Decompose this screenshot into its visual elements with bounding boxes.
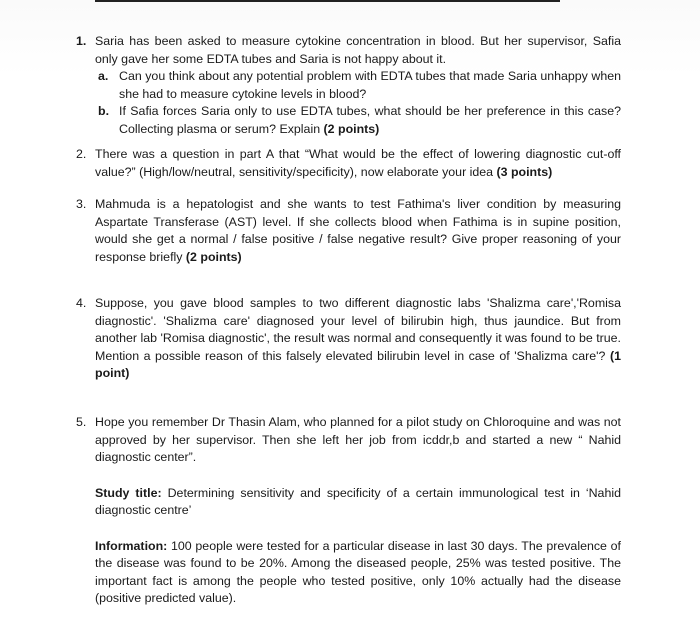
question-text: Hope you remember Dr Thasin Alam, who planned for a pilot study on Chloroquine and was not approved by her supervisor. Then she left her job from icddr,b and started a new “ Nahid diagnostic center”. (95, 415, 621, 464)
part-text: Can you think about any potential problem with EDTA tubes that made Saria unhappy when she had to measure cytokine levels in blood? (119, 69, 621, 101)
question-3 (76, 196, 621, 266)
top-rule (95, 0, 560, 2)
points-label: (3 points) (496, 164, 553, 179)
part-letter: a. (98, 69, 109, 83)
question-text (95, 196, 621, 266)
points-label: (2 points) (185, 249, 242, 264)
question-4 (76, 295, 621, 383)
question-body: There was a question in part A that “What would be the effect of lowering diagnostic cut-off value?” (High/low/neutral, sensitivity/specificity), now elaborate your idea (95, 147, 621, 179)
question-5 (76, 414, 621, 608)
information (95, 538, 621, 608)
question-text (95, 146, 621, 181)
question-number: 1. (76, 34, 87, 48)
question-body: Suppose, you gave blood samples to two different diagnostic labs 'Shalizma care','Romisa diagnostic'. 'Shalizma care' diagnosed your level of bilirubin high, thus jaundice. But from another lab 'Romisa diagnostic', the result was normal and consequently it was found to be true. Mention a possible reason of this falsely elevated bilirubin level in case of 'Shalizma care'? (95, 296, 621, 363)
question-number: 3. (76, 197, 87, 211)
part-letter: b. (98, 104, 110, 118)
study-title (95, 485, 621, 520)
question-text (95, 295, 621, 383)
question-1b (98, 103, 621, 138)
points-label: (1 point) (95, 348, 621, 380)
information-label: Information: (95, 538, 168, 553)
question-2 (76, 146, 621, 181)
question-number: 5. (76, 415, 87, 429)
question-text: Saria has been asked to measure cytokine concentration in blood. But her supervisor, Safia only gave her some EDTA tubes and Saria is not happy about it. (95, 34, 621, 66)
part-text: If Safia forces Saria only to use EDTA tubes, what should be her preference in this case? Collecting plasma or serum? Explain (119, 104, 621, 136)
question-number: 4. (76, 296, 87, 310)
question-1a (98, 68, 621, 103)
information-text: 100 people were tested for a particular disease in last 30 days. The prevalence of the disease was found to be 20%. Among the diseased people, 25% was tested positive. The important fact is among the people who tested positive, only 10% actually had the disease (positive predicted value). (95, 538, 621, 605)
study-title-label: Study title: (95, 485, 162, 500)
question-body: Mahmuda is a hepatologist and she wants to test Fathima's liver condition by measuring Aspartate Transferase (AST) level. If she collects blood when Fathima is in supine position, would she get a normal / false positive / false negative result? Give proper reasoning of your response briefly (95, 197, 621, 264)
study-title-text: Determining sensitivity and specificity of a certain immunological test in ‘Nahid diagnostic centre’ (95, 485, 621, 517)
question-number: 2. (76, 147, 87, 161)
question-1 (76, 33, 621, 138)
points-label: (2 points) (323, 121, 380, 136)
